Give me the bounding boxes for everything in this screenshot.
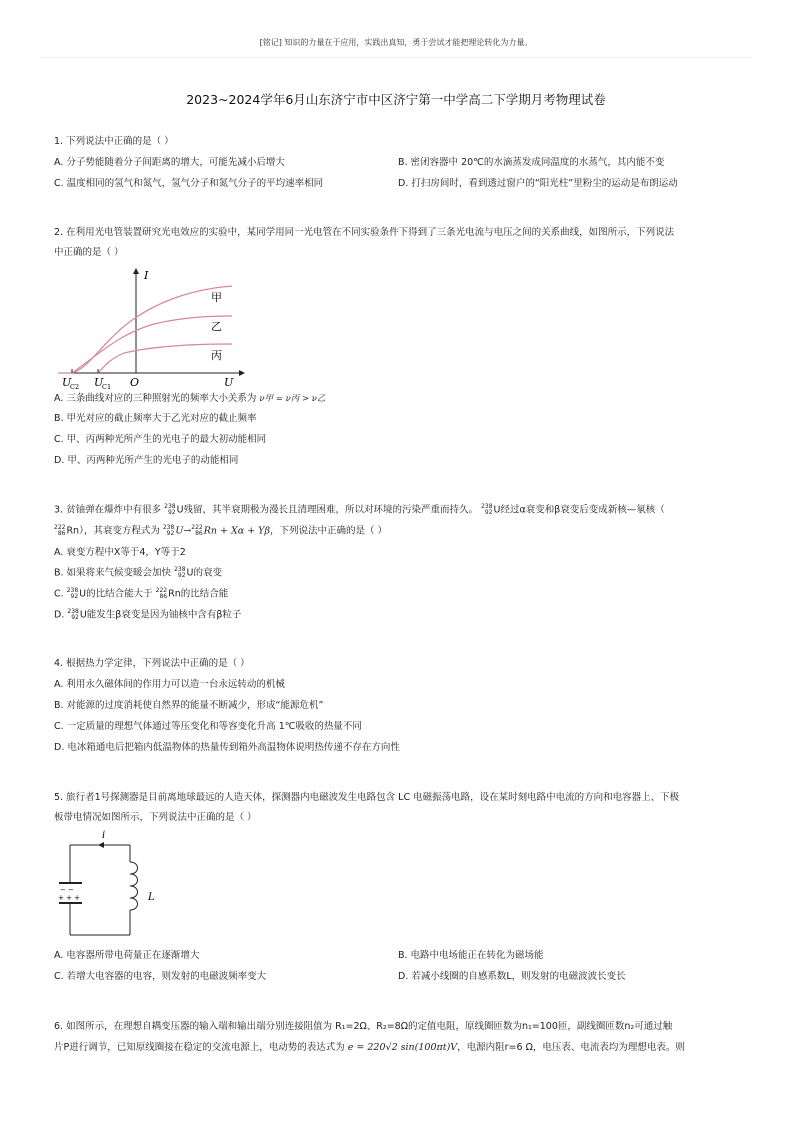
q5-option-d: D. 若减小线圈的自感系数L，则发射的电磁波波长变长	[398, 971, 626, 982]
q6-l2a: 片P进行调节，已知原线圈接在稳定的交流电源上，电动势的表达式为	[54, 1042, 345, 1053]
q4-option-d: D. 电冰箱通电后把箱内低温物体的热量传到箱外高温物体说明热传递不存在方向性	[54, 742, 400, 753]
q5-stem-line1: 5. 旅行者1号探测器是目前离地球最远的人造天体，探测器内电磁波发生电路包含 LC 电磁振荡电路，设在某时刻电路中电流的方向和电容器上、下极	[54, 792, 680, 803]
graph-uc1-sub: C1	[102, 383, 112, 391]
graph-curve-yi: 乙	[211, 320, 222, 333]
q6-stem-line2	[54, 1042, 685, 1054]
u238-nuclide: 238 92	[164, 503, 176, 516]
circuit-inductor-label: L	[148, 892, 155, 903]
graph-curve-bing: 丙	[211, 349, 222, 362]
u238-nuclide: 238 92	[66, 587, 79, 600]
q6-l2b: ，电源内阻r=6 Ω，电压表、电流表均为理想电表。则	[457, 1042, 685, 1053]
q4-option-b: B. 对能源的过度消耗使自然界的能量不断减少，形成“能源危机”	[54, 700, 324, 711]
q3-equation-u: U→	[175, 525, 192, 537]
q3-option-d	[54, 609, 241, 622]
u238-nuclide: 238 92	[481, 503, 493, 516]
q5-stem-line2: 板带电情况如图所示，下列说法中正确的是（ ）	[54, 812, 257, 823]
q1-option-a: A. 分子势能随着分子间距离的增大，可能先减小后增大	[54, 157, 285, 168]
u238-nuclide: 238 92	[174, 566, 186, 579]
circuit-bottom-plate-charge: + + +	[58, 894, 81, 902]
graph-y-label: I	[144, 269, 149, 282]
q3-option-c-mid: U的比结合能大于	[79, 588, 153, 600]
q3-option-c	[54, 588, 228, 601]
q1-option-c: C. 温度相同的氢气和氮气，氢气分子和氮气分子的平均速率相同	[54, 178, 324, 189]
q1-option-d: D. 打扫房间时，看到透过窗户的“阳光柱”里粉尘的运动是布朗运动	[398, 178, 678, 189]
q3-stem-line2	[54, 525, 387, 538]
q3-option-c-post: Rn的比结合能	[168, 588, 229, 600]
graph-origin-label: O	[130, 376, 140, 389]
q3-option-b-post: U的衰变	[186, 567, 223, 579]
page-title: 2023~2024学年6月山东济宁市中区济宁第一中学高二下学期月考物理试卷	[186, 92, 606, 107]
q4-option-a: A. 利用永久磁体间的作用力可以造一台永远转动的机械	[54, 679, 285, 690]
circuit-top-plate-charge: − −	[60, 886, 74, 894]
q3-option-a: A. 衰变方程中X等于4，Y等于2	[54, 547, 186, 558]
q1-option-b: B. 密闭容器中 20℃的水滴蒸发成同温度的水蒸气，其内能不变	[398, 157, 665, 168]
q3-option-c-pre: C.	[54, 588, 64, 600]
q5-option-b: B. 电路中电场能正在转化为磁场能	[398, 950, 544, 961]
q6-stem-line1: 6. 如图所示，在理想自耦变压器的输入端和输出端分别连接阻值为 R₁=2Ω、R₂=8Ω的定值电阻，原线圈匝数为n₁=100匝，副线圈匝数n₂可通过触	[54, 1021, 673, 1032]
rn222-nuclide: 222 86	[54, 524, 66, 537]
q3-option-d-pre: D.	[54, 609, 65, 621]
rn222-nuclide: 222 86	[191, 524, 203, 537]
q2-stem-line2: 中正确的是（ ）	[54, 247, 124, 258]
circuit-current-label: i	[102, 830, 106, 841]
q3-l1a: 3. 贫铀弹在爆炸中有很多	[54, 504, 162, 516]
q4-option-c: C. 一定质量的理想气体通过等压变化和等容变化升高 1℃吸收的热量不同	[54, 721, 362, 732]
q3-option-b-pre: B. 如果将来气候变暖会加快	[54, 567, 172, 579]
q2-option-b: B. 甲光对应的截止频率大于乙光对应的截止频率	[54, 413, 257, 424]
q4-stem: 4. 根据热力学定律，下列说法中正确的是（ ）	[54, 658, 250, 669]
q5-lc-circuit	[56, 826, 166, 941]
q3-l1b: U残留，其半衰期极为漫长且清理困难，所以对环境的污染严重而持久。	[176, 504, 479, 516]
q3-stem-line1	[54, 504, 665, 517]
q2-option-c: C. 甲、丙两种光所产生的光电子的最大初动能相同	[54, 434, 267, 445]
q2-stem-line1: 2. 在利用光电管装置研究光电效应的实验中，某同学用同一光电管在不同实验条件下得到了三条光电流与电压之间的关系曲线，如图所示，下列说法	[54, 227, 675, 238]
header-divider	[40, 57, 752, 58]
q2-option-d: D. 甲、丙两种光所产生的光电子的动能相同	[54, 455, 239, 466]
header-motto: [铭记] 知识的力量在于应用，实践出真知，勇于尝试才能把理论转化为力量。	[259, 38, 533, 47]
q3-l1c: U经过α衰变和β衰变后变成新核—氡核（	[493, 504, 665, 516]
q2-option-a-text: A. 三条曲线对应的三种照射光的频率大小关系为	[54, 393, 257, 404]
graph-curve-jia: 甲	[211, 291, 222, 304]
q2-option-a-formula: ν甲 = ν丙 > ν乙	[259, 394, 326, 404]
q1-stem: 1. 下列说法中正确的是（ ）	[54, 136, 174, 147]
graph-uc1-label: U	[94, 376, 104, 389]
q3-l2b: ，下列说法中正确的是（ ）	[269, 525, 387, 537]
graph-x-label: U	[224, 376, 234, 389]
u238-nuclide: 238 92	[67, 608, 79, 621]
q2-option-a	[54, 393, 325, 405]
q6-emf-formula: e = 220√2 sin(100πt)V	[347, 1042, 458, 1053]
q3-l2a: Rn），其衰变方程式为	[66, 525, 160, 537]
q3-option-b	[54, 567, 222, 580]
u238-nuclide: 238 92	[162, 524, 175, 537]
graph-uc2-sub: C2	[70, 383, 80, 391]
q5-option-c: C. 若增大电容器的电容，则发射的电磁波频率变大	[54, 971, 267, 982]
q3-equation-rn: Rn + Xα + Yβ	[203, 525, 270, 537]
q2-photoelectric-graph	[54, 262, 254, 392]
q5-option-a: A. 电容器所带电荷量正在逐渐增大	[54, 950, 200, 961]
rn222-nuclide: 222 86	[155, 587, 168, 600]
q3-option-d-post: U能发生β衰变是因为铀核中含有β粒子	[79, 609, 242, 621]
graph-uc2-label: U	[62, 376, 72, 389]
